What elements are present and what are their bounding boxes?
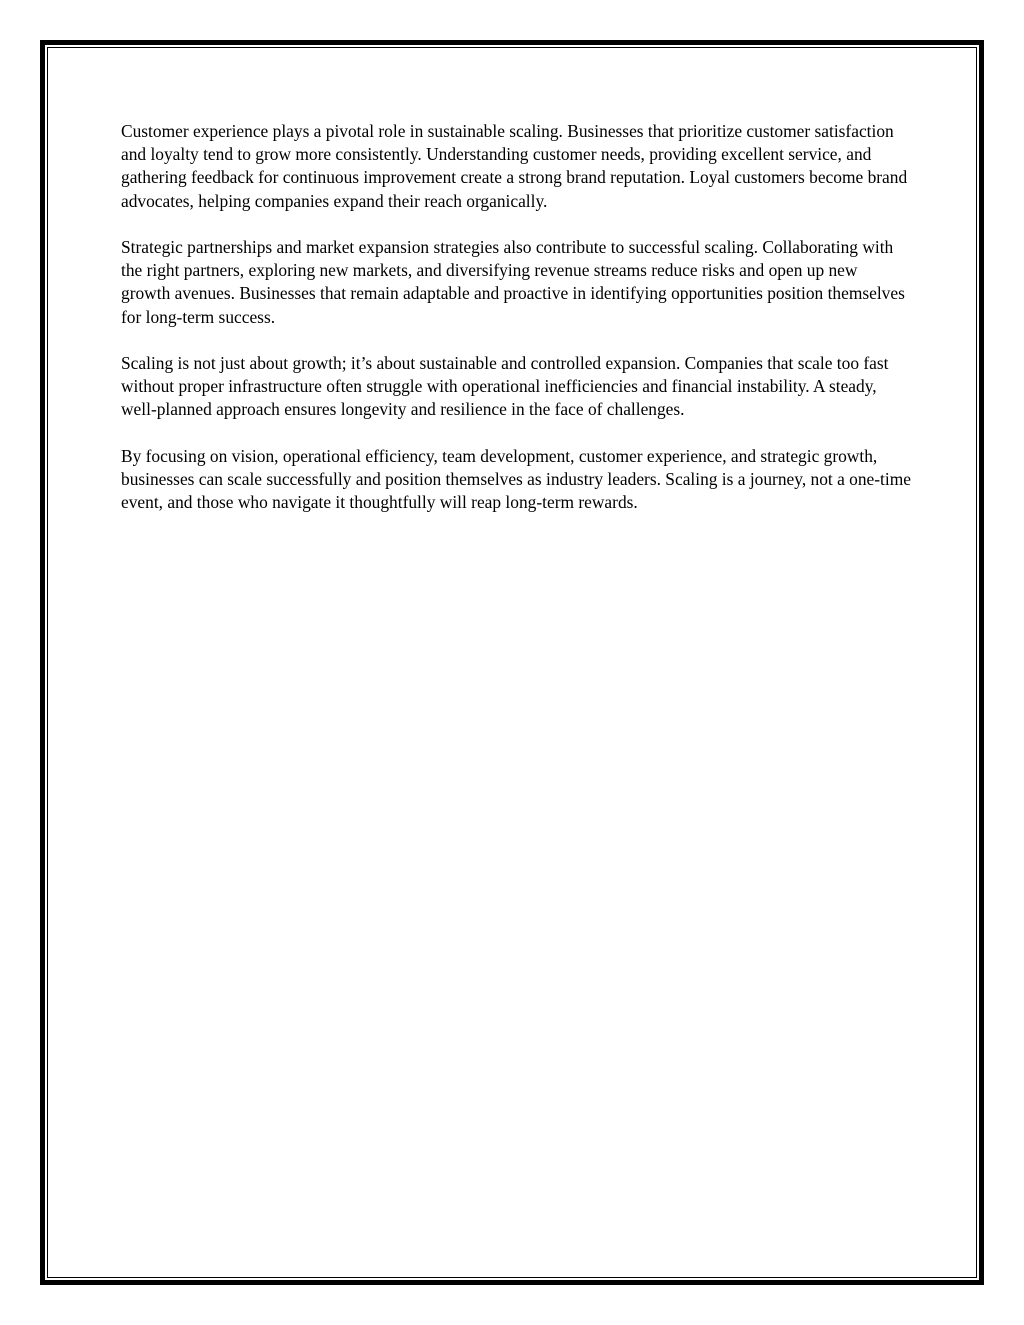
document-body bbox=[121, 120, 911, 538]
paragraph-strategic-partnerships: Strategic partnerships and market expansion strategies also contribute to successful scaling. Collaborating with the right partners, exploring new markets, and diversifying revenue streams reduce risks and open up new growth avenues. Businesses that remain adaptable and proactive in identifying opportunities position themselves for long-term success. bbox=[121, 237, 905, 327]
paragraph-sustainable-expansion: Scaling is not just about growth; it’s about sustainable and controlled expansion. Companies that scale too fast without proper infrastructure often struggle with operational inefficiencies and financial instability. A steady, well-planned approach ensures longevity and resilience in the face of challenges. bbox=[121, 353, 889, 420]
paragraph-conclusion: By focusing on vision, operational efficiency, team development, customer experience, and strategic growth, businesses can scale successfully and position themselves as industry leaders. Scaling is a journey, not a one-time event, and those who navigate it thoughtfully will reap long-term rewards. bbox=[121, 445, 911, 513]
paragraph-customer-experience: Customer experience plays a pivotal role in sustainable scaling. Businesses that prioritize customer satisfaction and loyalty tend to grow more consistently. Understanding customer needs, providing excellent service, and gathering feedback for continuous improvement create a strong brand reputation. Loyal customers become brand advocates, helping companies expand their reach organically. bbox=[121, 121, 908, 211]
